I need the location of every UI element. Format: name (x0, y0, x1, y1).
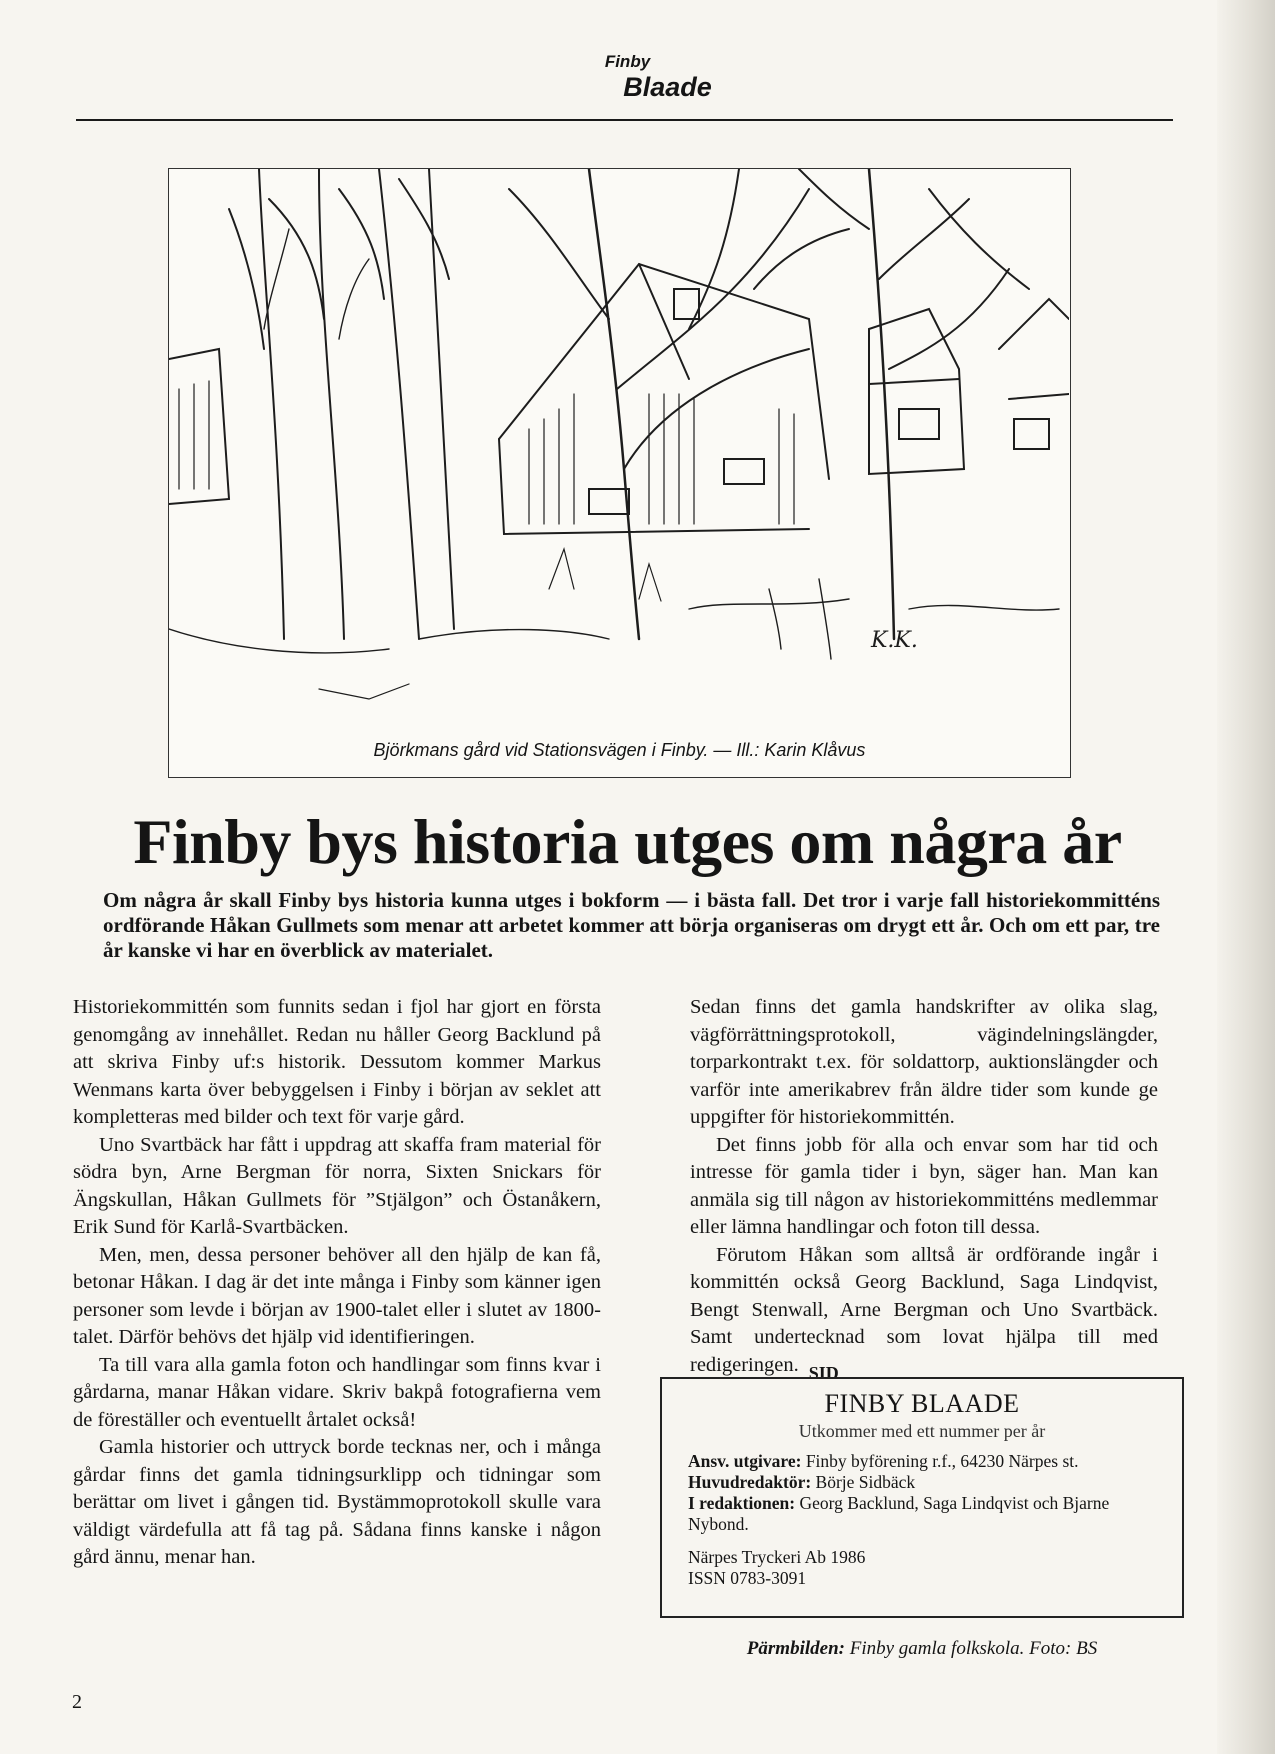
colophon-subtitle: Utkommer med ett nummer per år (798, 1421, 1046, 1441)
article-paragraph (690, 1242, 1158, 1388)
colophon-editor-value: Börje Sidbäck (811, 1472, 916, 1492)
masthead (0, 52, 1275, 102)
colophon-editor (688, 1472, 1156, 1493)
house-drawing (169, 169, 1069, 729)
colophon-publisher (688, 1451, 1156, 1472)
colophon-title: FINBY BLAADE (824, 1389, 1020, 1418)
colophon-issn: ISSN 0783-3091 (688, 1568, 807, 1588)
colophon-publisher-value: Finby byförening r.f., 64230 Närpes st. (801, 1451, 1079, 1471)
article-headline: Finby bys historia utges om några år (133, 806, 1122, 877)
cover-note-text: Finby gamla folkskola. Foto: BS (844, 1638, 1098, 1659)
article-column-left (73, 994, 601, 1572)
colophon-box (660, 1377, 1184, 1618)
article-lead: Om några år skall Finby bys historia kunna utges i bokform — i bästa fall. Det tror i varje fall historiekommitténs ordförande Håkan Gullmets som menar att arbetet kommer att börja organiseras om drygt ett år. Och om ett par, tre år kanske vi har en överblick av materialet. (103, 888, 1160, 962)
illustration-caption: Björkmans gård vid Stationsvägen i Finby. — Ill.: Karin Klåvus (373, 740, 866, 760)
article-paragraph: Men, men, dessa personer behöver all den hjälp de kan få, betonar Håkan. I dag är det inte många i Finby som känner igen personer som levde i början av 1900-talet eller i slutet av 1800-talet. Därför behövs det hjälp vid identifieringen. (73, 1243, 601, 1348)
cover-note (660, 1638, 1184, 1660)
author-signature: SID (808, 1362, 839, 1383)
page-number: 2 (72, 1691, 82, 1713)
cover-note-label: Pärmbilden: (746, 1638, 845, 1659)
page-edge-shadow (1217, 0, 1275, 1754)
colophon-printer: Närpes Tryckeri Ab 1986 (688, 1547, 866, 1567)
article-paragraph: Uno Svartbäck har fått i uppdrag att skaffa fram material för södra byn, Arne Bergman för norra, Sixten Snickars för Ängskullan, Håkan Gullmets för ”Stjälgon” och Östanåkern, Erik Sund för Karlå-Svartbäcken. (73, 1133, 601, 1238)
artist-signature: K.K. (871, 628, 918, 653)
article-paragraph: Gamla historier och uttryck borde tecknas ner, och i många gårdar finns det gamla tidningsurklipp och tidningar som berättar om livet i gången tid. Bystämmoprotokoll skulle vara väldigt värdefulla att få tag på. Sådana finns kanske i någon gård ännu, menar han. (73, 1436, 601, 1568)
colophon-staff (688, 1493, 1156, 1535)
masthead-line-1: Finby (604, 52, 651, 71)
article-paragraph: Det finns jobb för alla och envar som har tid och intresse för gamla tider i byn, säger han. Man kan anmäla sig till någon av historiekommitténs medlemmar eller lämna handlingar och foton till dessa. (690, 1133, 1158, 1238)
colophon-staff-value: Georg Backlund, Saga Lindqvist och Bjarne Nybond. (688, 1493, 1110, 1534)
article-paragraph: Historiekommittén som funnits sedan i fjol har gjort en första genomgång av innehållet. Redan nu håller Georg Backlund på att skriva Finby uf:s historik. Dessutom kommer Markus Wenmans karta över bebyggelsen i Finby i början av seklet att kompletteras med bilder och text för varje gård. (73, 996, 601, 1128)
colophon-staff-label: I redaktionen: (688, 1493, 796, 1513)
colophon-editor-label: Huvudredaktör: (688, 1472, 812, 1492)
colophon-publisher-label: Ansv. utgivare: (688, 1451, 802, 1471)
article-paragraph: Sedan finns det gamla handskrifter av olika slag, vägförrättningsprotokoll, vägindelningslängder, torparkontrakt t.ex. för soldattorp, auktionslängder och varför inte amerikabrev från äldre tider som kunde ge uppgifter för historiekommittén. (690, 996, 1158, 1128)
article-column-right (690, 994, 1158, 1387)
article-paragraph-text: Förutom Håkan som alltså är ordförande ingår i kommittén också Georg Backlund, Saga Lindqvist, Bengt Stenwall, Arne Bergman och Uno Svartbäck. Samt undertecknad som lovat hjälpa till med redigeringen. (690, 1243, 1158, 1376)
masthead-line-2: Blaade (623, 72, 712, 102)
article-paragraph: Ta till vara alla gamla foton och handlingar som finns kvar i gårdarna, manar Håkan vidare. Skriv bakpå fotografierna vem de föreställer och eventuellt årtalet också! (73, 1353, 601, 1431)
masthead-rule (76, 119, 1173, 121)
illustration-frame (168, 168, 1071, 778)
